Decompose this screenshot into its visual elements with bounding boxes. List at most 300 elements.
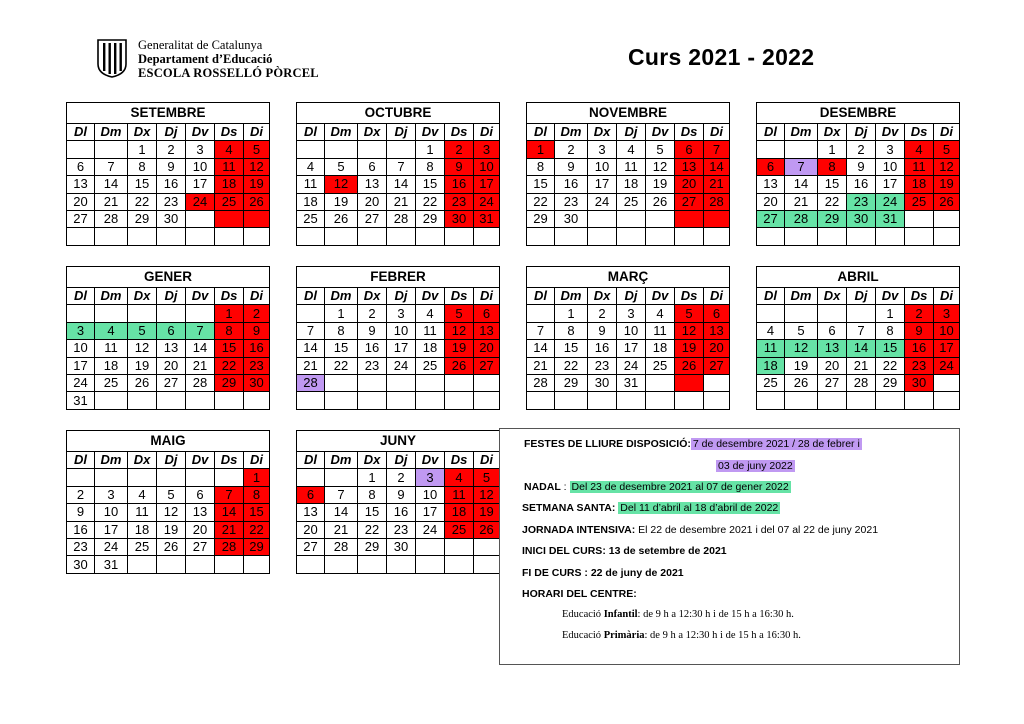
day-cell: 4: [445, 469, 474, 486]
empty-cell: [588, 210, 617, 227]
day-cell: 25: [646, 357, 675, 374]
day-cell: 3: [67, 322, 95, 339]
primaria-label: Primària: [603, 630, 645, 641]
empty-cell: [387, 374, 416, 391]
empty-cell: [297, 305, 325, 322]
day-cell: 23: [588, 357, 617, 374]
weekday-header: Dv: [186, 452, 215, 469]
day-cell: 3: [474, 141, 500, 158]
day-cell: 16: [588, 340, 617, 357]
day-cell: 24: [416, 521, 445, 538]
day-cell: 7: [847, 322, 876, 339]
day-cell: 21: [527, 357, 555, 374]
day-cell: 28: [704, 193, 730, 210]
jornada-label: JORNADA INTENSIVA: [522, 524, 632, 536]
week-row: [527, 210, 730, 227]
day-cell: 13: [67, 176, 95, 193]
week-row: [527, 228, 730, 245]
month-calendar-abril: [756, 266, 960, 410]
day-cell: 22: [818, 193, 847, 210]
day-cell: 16: [358, 340, 387, 357]
day-cell: 23: [157, 193, 186, 210]
empty-cell: [445, 538, 474, 555]
weekday-header: Ds: [445, 288, 474, 305]
week-row: [297, 374, 500, 391]
day-cell: 14: [297, 340, 325, 357]
empty-cell: [358, 556, 387, 573]
day-cell: 21: [325, 521, 358, 538]
day-cell: 6: [186, 486, 215, 503]
day-cell: 22: [244, 521, 270, 538]
day-cell: 6: [675, 141, 704, 158]
empty-cell: [215, 392, 244, 409]
day-cell: 8: [555, 322, 588, 339]
day-cell: 24: [387, 357, 416, 374]
day-cell: 21: [847, 357, 876, 374]
weekday-header: Dj: [847, 124, 876, 141]
empty-cell: [215, 469, 244, 486]
day-cell: 1: [876, 305, 905, 322]
week-row: [67, 374, 270, 391]
day-cell: 1: [325, 305, 358, 322]
day-cell: 28: [785, 210, 818, 227]
weekday-header: Dl: [757, 124, 785, 141]
day-cell: 4: [646, 305, 675, 322]
primaria-prefix: Educació: [562, 630, 604, 641]
day-cell: 5: [445, 305, 474, 322]
day-cell: 12: [445, 322, 474, 339]
day-cell: 28: [527, 374, 555, 391]
day-cell: 28: [297, 374, 325, 391]
day-cell: 18: [95, 357, 128, 374]
day-cell: 12: [325, 176, 358, 193]
day-cell: 2: [157, 141, 186, 158]
weekday-header: Dm: [95, 452, 128, 469]
empty-cell: [128, 556, 157, 573]
setmana-santa-value: Del 11 d’abril al 18 d’abril de 2022: [620, 502, 779, 514]
day-cell: 28: [325, 538, 358, 555]
day-cell: 17: [186, 176, 215, 193]
empty-cell: [646, 210, 675, 227]
day-cell: 18: [416, 340, 445, 357]
empty-cell: [704, 228, 730, 245]
day-cell: 9: [847, 158, 876, 175]
weekday-header: Dv: [876, 124, 905, 141]
festes-value: 7 de desembre 2021 / 28 de febrer i: [692, 438, 860, 450]
month-calendar-maig: [66, 430, 270, 574]
empty-cell: [186, 228, 215, 245]
day-cell: 11: [646, 322, 675, 339]
month-name: NOVEMBRE: [527, 103, 730, 124]
weekday-header: Ds: [675, 124, 704, 141]
festes-line: FESTES DE LLIURE DISPOSICIÓ: 7 de desembre 2021 / 28 de febrer i: [524, 438, 860, 450]
empty-cell: [416, 556, 445, 573]
nadal-label: NADAL: [524, 481, 561, 493]
week-row: [527, 374, 730, 391]
day-cell: 3: [387, 305, 416, 322]
empty-cell: [675, 210, 704, 227]
day-cell: 26: [785, 374, 818, 391]
week-row: [67, 392, 270, 409]
empty-cell: [818, 305, 847, 322]
day-cell: 29: [244, 538, 270, 555]
empty-cell: [95, 305, 128, 322]
weekday-header: Di: [474, 452, 500, 469]
empty-cell: [95, 469, 128, 486]
day-cell: 18: [646, 340, 675, 357]
weekday-header: Dv: [416, 288, 445, 305]
day-cell: 16: [387, 504, 416, 521]
empty-cell: [297, 469, 325, 486]
weekday-header: Ds: [905, 288, 934, 305]
day-cell: 19: [675, 340, 704, 357]
day-cell: 25: [617, 193, 646, 210]
empty-cell: [646, 392, 675, 409]
month-name: GENER: [67, 267, 270, 288]
week-row: [297, 521, 500, 538]
day-cell: 30: [244, 374, 270, 391]
primaria-hours: : de 9 h a 12:30 h i de 15 h a 16:30 h.: [644, 630, 801, 641]
day-cell: 15: [416, 176, 445, 193]
empty-cell: [785, 141, 818, 158]
header-line-2: Departament d’Educació: [138, 52, 273, 66]
empty-cell: [157, 556, 186, 573]
day-cell: 6: [757, 158, 785, 175]
weekday-header: Di: [474, 288, 500, 305]
empty-cell: [876, 392, 905, 409]
day-cell: 4: [905, 141, 934, 158]
day-cell: 10: [934, 322, 960, 339]
week-row: [757, 176, 960, 193]
day-cell: 20: [157, 357, 186, 374]
day-cell: 28: [847, 374, 876, 391]
month-name: OCTUBRE: [297, 103, 500, 124]
day-cell: 11: [297, 176, 325, 193]
weekday-header: Dv: [876, 288, 905, 305]
empty-cell: [186, 469, 215, 486]
day-cell: 29: [818, 210, 847, 227]
empty-cell: [445, 392, 474, 409]
day-cell: 11: [617, 158, 646, 175]
day-cell: 8: [876, 322, 905, 339]
week-row: [67, 469, 270, 486]
weekday-header: Dx: [128, 452, 157, 469]
empty-cell: [416, 538, 445, 555]
weekday-header: Dx: [588, 288, 617, 305]
infantil-prefix: Educació: [562, 609, 604, 620]
day-cell: 1: [358, 469, 387, 486]
day-cell: 25: [128, 538, 157, 555]
weekday-header: Ds: [675, 288, 704, 305]
week-row: [297, 392, 500, 409]
day-cell: 15: [358, 504, 387, 521]
day-cell: 14: [186, 340, 215, 357]
empty-cell: [157, 228, 186, 245]
day-cell: 30: [905, 374, 934, 391]
empty-cell: [555, 392, 588, 409]
day-cell: 12: [934, 158, 960, 175]
day-cell: 18: [215, 176, 244, 193]
day-cell: 26: [474, 521, 500, 538]
day-cell: 25: [297, 210, 325, 227]
weekday-header: Ds: [445, 124, 474, 141]
day-cell: 5: [157, 486, 186, 503]
day-cell: 17: [617, 340, 646, 357]
day-cell: 8: [215, 322, 244, 339]
month-name: MAIG: [67, 431, 270, 452]
setmana-santa-line: SETMANA SANTA: Del 11 d’abril al 18 d’abril de 2022: [522, 502, 779, 514]
day-cell: 6: [157, 322, 186, 339]
empty-cell: [617, 392, 646, 409]
week-row: [67, 486, 270, 503]
empty-cell: [325, 469, 358, 486]
empty-cell: [128, 469, 157, 486]
month-name: JUNY: [297, 431, 500, 452]
day-cell: 12: [785, 340, 818, 357]
empty-cell: [244, 556, 270, 573]
empty-cell: [325, 556, 358, 573]
week-row: [527, 322, 730, 339]
day-cell: 20: [474, 340, 500, 357]
day-cell: 2: [847, 141, 876, 158]
week-row: [757, 374, 960, 391]
weekday-header: Dv: [416, 452, 445, 469]
empty-cell: [445, 374, 474, 391]
week-row: [67, 556, 270, 573]
day-cell: 25: [445, 521, 474, 538]
empty-cell: [215, 556, 244, 573]
day-cell: 14: [527, 340, 555, 357]
empty-cell: [244, 228, 270, 245]
weekday-header: Di: [934, 124, 960, 141]
empty-cell: [934, 392, 960, 409]
week-row: [527, 340, 730, 357]
day-cell: 24: [934, 357, 960, 374]
weekday-header: Dj: [617, 124, 646, 141]
setmana-santa-label: SETMANA SANTA: [522, 502, 612, 514]
festes-line-2: [716, 460, 795, 472]
weekday-header: Dx: [128, 288, 157, 305]
day-cell: 1: [215, 305, 244, 322]
day-cell: 14: [785, 176, 818, 193]
day-cell: 28: [95, 210, 128, 227]
empty-cell: [818, 228, 847, 245]
weekday-header: Dx: [818, 288, 847, 305]
weekday-header: Dm: [555, 124, 588, 141]
empty-cell: [416, 228, 445, 245]
day-cell: 17: [387, 340, 416, 357]
day-cell: 20: [757, 193, 785, 210]
day-cell: 4: [95, 322, 128, 339]
day-cell: 23: [445, 193, 474, 210]
day-cell: 19: [934, 176, 960, 193]
day-cell: 13: [186, 504, 215, 521]
day-cell: 13: [297, 504, 325, 521]
week-row: [297, 538, 500, 555]
day-cell: 2: [67, 486, 95, 503]
day-cell: 19: [325, 193, 358, 210]
day-cell: 23: [67, 538, 95, 555]
week-row: [297, 322, 500, 339]
day-cell: 23: [244, 357, 270, 374]
weekday-header: Ds: [215, 452, 244, 469]
day-cell: 10: [387, 322, 416, 339]
day-cell: 12: [675, 322, 704, 339]
day-cell: 23: [387, 521, 416, 538]
week-row: [67, 228, 270, 245]
empty-cell: [186, 305, 215, 322]
day-cell: 27: [186, 538, 215, 555]
empty-cell: [297, 228, 325, 245]
empty-cell: [675, 392, 704, 409]
day-cell: 7: [785, 158, 818, 175]
week-row: [757, 357, 960, 374]
day-cell: 30: [847, 210, 876, 227]
day-cell: 10: [876, 158, 905, 175]
empty-cell: [157, 392, 186, 409]
day-cell: 5: [934, 141, 960, 158]
day-cell: 4: [617, 141, 646, 158]
day-cell: 20: [67, 193, 95, 210]
day-cell: 30: [445, 210, 474, 227]
empty-cell: [905, 392, 934, 409]
week-row: [527, 158, 730, 175]
weekday-header: Dv: [186, 288, 215, 305]
empty-cell: [934, 374, 960, 391]
day-cell: 30: [157, 210, 186, 227]
day-cell: 24: [186, 193, 215, 210]
month-calendar-octubre: [296, 102, 500, 246]
day-cell: 26: [157, 538, 186, 555]
empty-cell: [358, 141, 387, 158]
weekday-header: Dl: [67, 124, 95, 141]
day-cell: 7: [95, 158, 128, 175]
weekday-header: Di: [244, 452, 270, 469]
day-cell: 4: [128, 486, 157, 503]
weekday-header: Ds: [215, 124, 244, 141]
day-cell: 31: [67, 392, 95, 409]
empty-cell: [325, 228, 358, 245]
day-cell: 18: [617, 176, 646, 193]
week-row: [67, 322, 270, 339]
weekday-header: Dj: [387, 124, 416, 141]
horari-heading: HORARI DEL CENTRE:: [522, 588, 637, 600]
week-row: [297, 504, 500, 521]
day-cell: 30: [588, 374, 617, 391]
empty-cell: [847, 392, 876, 409]
day-cell: 14: [325, 504, 358, 521]
empty-cell: [934, 210, 960, 227]
day-cell: 2: [358, 305, 387, 322]
empty-cell: [445, 228, 474, 245]
day-cell: 26: [244, 193, 270, 210]
empty-cell: [325, 392, 358, 409]
festes-value-2: 03 de juny 2022: [718, 460, 793, 472]
empty-cell: [905, 228, 934, 245]
day-cell: 15: [527, 176, 555, 193]
weekday-header: Dx: [128, 124, 157, 141]
day-cell: 8: [325, 322, 358, 339]
day-cell: 2: [387, 469, 416, 486]
weekday-header: Dj: [387, 288, 416, 305]
day-cell: 30: [387, 538, 416, 555]
day-cell: 25: [757, 374, 785, 391]
day-cell: 27: [474, 357, 500, 374]
day-cell: 3: [416, 469, 445, 486]
empty-cell: [527, 228, 555, 245]
empty-cell: [157, 469, 186, 486]
day-cell: 1: [818, 141, 847, 158]
day-cell: 8: [527, 158, 555, 175]
weekday-header: Dj: [157, 288, 186, 305]
month-calendar-març: [526, 266, 730, 410]
empty-cell: [474, 538, 500, 555]
empty-cell: [474, 228, 500, 245]
empty-cell: [387, 392, 416, 409]
day-cell: 9: [588, 322, 617, 339]
empty-cell: [215, 210, 244, 227]
day-cell: 14: [215, 504, 244, 521]
week-row: [297, 469, 500, 486]
day-cell: 7: [387, 158, 416, 175]
weekday-header: Dv: [186, 124, 215, 141]
day-cell: 3: [876, 141, 905, 158]
day-cell: 13: [675, 158, 704, 175]
empty-cell: [186, 210, 215, 227]
day-cell: 11: [95, 340, 128, 357]
empty-cell: [325, 374, 358, 391]
day-cell: 26: [128, 374, 157, 391]
day-cell: 5: [325, 158, 358, 175]
horari-primaria: [562, 630, 801, 641]
weekday-header: Di: [704, 288, 730, 305]
day-cell: 17: [474, 176, 500, 193]
week-row: [757, 158, 960, 175]
day-cell: 21: [704, 176, 730, 193]
day-cell: 17: [934, 340, 960, 357]
day-cell: 9: [445, 158, 474, 175]
week-row: [297, 193, 500, 210]
day-cell: 5: [474, 469, 500, 486]
week-row: [757, 392, 960, 409]
day-cell: 15: [215, 340, 244, 357]
day-cell: 3: [186, 141, 215, 158]
day-cell: 29: [358, 538, 387, 555]
month-name: SETEMBRE: [67, 103, 270, 124]
week-row: [297, 340, 500, 357]
weekday-header: Dx: [588, 124, 617, 141]
empty-cell: [67, 228, 95, 245]
empty-cell: [416, 392, 445, 409]
day-cell: 28: [215, 538, 244, 555]
week-row: [67, 504, 270, 521]
day-cell: 1: [555, 305, 588, 322]
day-cell: 5: [675, 305, 704, 322]
day-cell: 28: [387, 210, 416, 227]
day-cell: 17: [876, 176, 905, 193]
day-cell: 27: [297, 538, 325, 555]
day-cell: 27: [67, 210, 95, 227]
day-cell: 13: [474, 322, 500, 339]
day-cell: 9: [67, 504, 95, 521]
day-cell: 26: [445, 357, 474, 374]
month-calendar-novembre: [526, 102, 730, 246]
day-cell: 9: [358, 322, 387, 339]
empty-cell: [67, 469, 95, 486]
day-cell: 6: [818, 322, 847, 339]
weekday-header: Dl: [67, 288, 95, 305]
week-row: [527, 392, 730, 409]
